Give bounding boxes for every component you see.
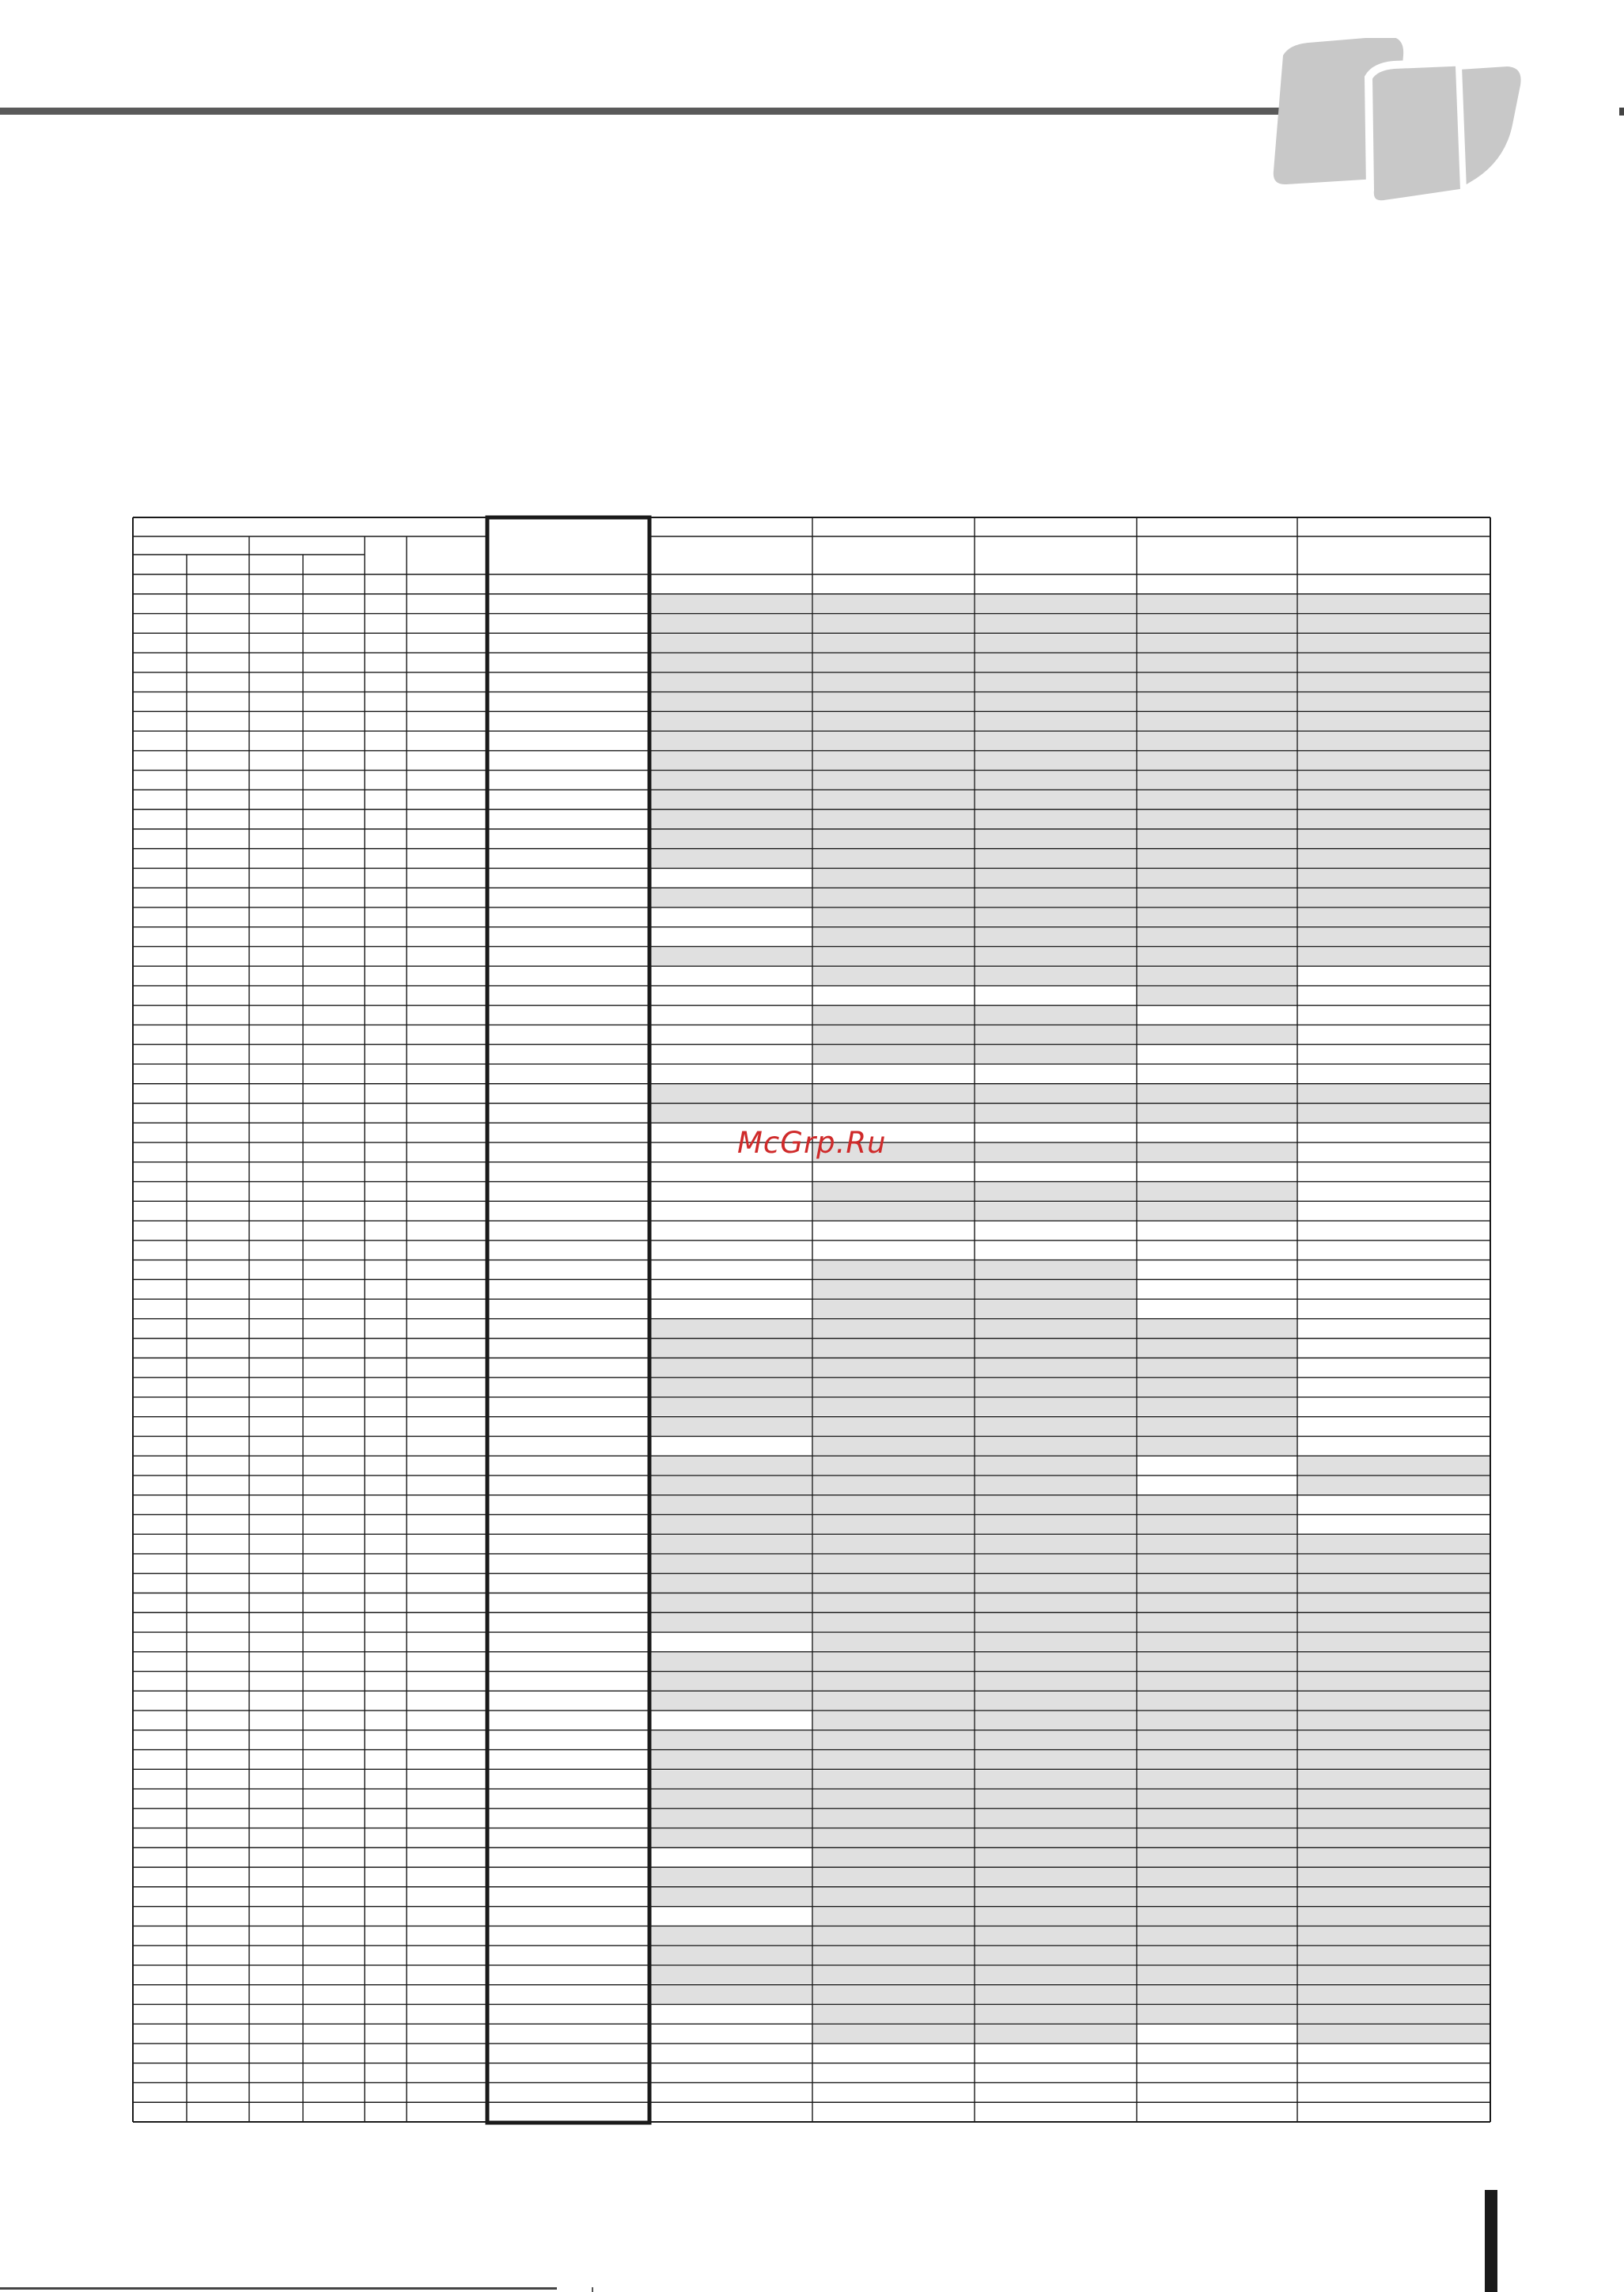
watermark: McGrp.Ru — [737, 1126, 887, 1160]
shaded-cell — [813, 1476, 974, 1495]
shaded-cell — [975, 1104, 1136, 1123]
shaded-cell — [813, 1926, 974, 1945]
shaded-cell — [813, 1261, 974, 1279]
shaded-cell — [652, 1593, 812, 1612]
shaded-cell — [652, 810, 812, 828]
shaded-cell — [1138, 1143, 1297, 1161]
shaded-cell — [813, 850, 974, 868]
shaded-cell — [975, 947, 1136, 965]
shaded-cell — [652, 732, 812, 750]
shaded-cell — [1298, 615, 1490, 633]
shaded-cell — [813, 1966, 974, 1984]
shaded-cell — [813, 1692, 974, 1710]
shaded-cell — [1298, 595, 1490, 613]
shaded-cell — [975, 888, 1136, 907]
shaded-cell — [1138, 1946, 1297, 1964]
shaded-cell — [652, 1378, 812, 1396]
shaded-cell — [975, 1966, 1136, 1984]
shaded-cell — [975, 654, 1136, 672]
shaded-cell — [813, 908, 974, 926]
shaded-cell — [1298, 1633, 1490, 1651]
shaded-cell — [652, 1515, 812, 1533]
shaded-cell — [652, 1418, 812, 1436]
shaded-cell — [813, 1868, 974, 1886]
shaded-cell — [813, 1731, 974, 1749]
shaded-cell — [1138, 1183, 1297, 1201]
shaded-cell — [1138, 1535, 1297, 1553]
shaded-cell — [1138, 1202, 1297, 1220]
shaded-cell — [1298, 810, 1490, 828]
shaded-cell — [1298, 1476, 1490, 1495]
shaded-cell — [652, 1496, 812, 1514]
shaded-cell — [975, 1770, 1136, 1788]
shaded-cell — [975, 810, 1136, 828]
shaded-cell — [652, 888, 812, 907]
shaded-cell — [652, 673, 812, 691]
shaded-cell — [975, 752, 1136, 770]
shaded-cell — [813, 830, 974, 848]
shaded-cell — [813, 752, 974, 770]
shaded-cell — [1298, 1888, 1490, 1906]
shaded-cell — [652, 790, 812, 809]
shaded-cell — [813, 1633, 974, 1651]
shaded-cell — [975, 2005, 1136, 2023]
shaded-cell — [813, 1378, 974, 1396]
shaded-cell — [975, 1613, 1136, 1631]
shaded-cell — [1138, 1025, 1297, 1044]
shaded-cell — [975, 1673, 1136, 1691]
shaded-cell — [813, 1104, 974, 1123]
shaded-cell — [975, 850, 1136, 868]
shaded-cell — [1138, 1907, 1297, 1926]
shaded-cell — [975, 615, 1136, 633]
shaded-cell — [813, 2005, 974, 2023]
shaded-cell — [1298, 1868, 1490, 1886]
shaded-cell — [975, 908, 1136, 926]
shaded-cell — [813, 1398, 974, 1416]
shaded-cell — [1138, 1711, 1297, 1729]
shaded-cell — [813, 1085, 974, 1103]
shaded-cell — [652, 595, 812, 613]
shaded-cell — [652, 1339, 812, 1358]
shaded-cell — [1138, 1868, 1297, 1886]
shaded-cell — [1298, 1673, 1490, 1691]
shaded-cell — [813, 1574, 974, 1593]
shaded-cell — [1138, 1888, 1297, 1906]
shaded-cell — [813, 1045, 974, 1063]
shaded-cell — [813, 1202, 974, 1220]
shaded-cell — [813, 615, 974, 633]
shaded-cell — [652, 712, 812, 730]
shaded-cell — [813, 1457, 974, 1475]
shaded-cell — [1138, 1633, 1297, 1651]
shaded-cell — [1138, 1515, 1297, 1533]
shaded-cell — [1138, 947, 1297, 965]
shaded-cell — [1138, 830, 1297, 848]
shaded-cell — [652, 1574, 812, 1593]
shaded-cell — [1298, 1104, 1490, 1123]
shaded-cell — [652, 1555, 812, 1573]
shaded-cell — [813, 1770, 974, 1788]
shaded-cell — [652, 693, 812, 711]
shaded-cell — [652, 850, 812, 868]
shaded-cell — [975, 1378, 1136, 1396]
shaded-cell — [1138, 908, 1297, 926]
footer-rule — [0, 2287, 557, 2290]
shaded-cell — [652, 752, 812, 770]
shaded-cell — [813, 1300, 974, 1318]
shaded-cell — [1298, 1946, 1490, 1964]
shaded-cell — [813, 2025, 974, 2043]
shaded-cell — [813, 1418, 974, 1436]
shaded-cell — [975, 1515, 1136, 1533]
shaded-cell — [813, 790, 974, 809]
shaded-cell — [1298, 1692, 1490, 1710]
shaded-cell — [1138, 1339, 1297, 1358]
shaded-cell — [1138, 1496, 1297, 1514]
shaded-cell — [1298, 850, 1490, 868]
shaded-cell — [1298, 830, 1490, 848]
shaded-cell — [1138, 967, 1297, 985]
shaded-cell — [975, 1731, 1136, 1749]
shaded-cell — [975, 634, 1136, 652]
shaded-cell — [975, 1025, 1136, 1044]
shaded-cell — [975, 693, 1136, 711]
shaded-cell — [975, 1692, 1136, 1710]
shaded-cell — [652, 615, 812, 633]
shaded-cell — [1138, 869, 1297, 887]
shaded-cell — [975, 1848, 1136, 1866]
shaded-cell — [813, 693, 974, 711]
shaded-cell — [975, 1888, 1136, 1906]
shaded-cell — [1298, 1731, 1490, 1749]
shaded-cell — [813, 1496, 974, 1514]
shaded-cell — [975, 1437, 1136, 1455]
shaded-cell — [652, 1946, 812, 1964]
shaded-cell — [652, 1613, 812, 1631]
shaded-cell — [1298, 1457, 1490, 1475]
shaded-cell — [1298, 888, 1490, 907]
shaded-cell — [975, 869, 1136, 887]
shaded-cell — [1138, 1358, 1297, 1377]
shaded-cell — [652, 1398, 812, 1416]
shaded-cell — [975, 1907, 1136, 1926]
shaded-cell — [1298, 1535, 1490, 1553]
shaded-cell — [1138, 752, 1297, 770]
shaded-cell — [813, 1986, 974, 2004]
shaded-cell — [652, 1966, 812, 1984]
shaded-cell — [975, 1085, 1136, 1103]
shaded-cell — [652, 947, 812, 965]
shaded-cell — [975, 1986, 1136, 2004]
shaded-cell — [975, 732, 1136, 750]
shaded-cell — [975, 1946, 1136, 1964]
shaded-cell — [1138, 1653, 1297, 1671]
shaded-cell — [1138, 2005, 1297, 2023]
shaded-cell — [1138, 1673, 1297, 1691]
shaded-cell — [975, 1790, 1136, 1808]
highlight-column-frame — [487, 517, 649, 2123]
shaded-cell — [1298, 1751, 1490, 1769]
shaded-cell — [1138, 1966, 1297, 1984]
shaded-cell — [1298, 693, 1490, 711]
shaded-cell — [975, 1261, 1136, 1279]
shaded-cell — [1138, 1398, 1297, 1416]
shaded-cell — [975, 1751, 1136, 1769]
shaded-cell — [813, 654, 974, 672]
shaded-cell — [813, 771, 974, 790]
page-thumb-tab — [1485, 2190, 1497, 2292]
shaded-cell — [1298, 1085, 1490, 1103]
shaded-cell — [813, 1829, 974, 1847]
shaded-cell — [1138, 1692, 1297, 1710]
shaded-cell — [652, 1358, 812, 1377]
shaded-cell — [813, 869, 974, 887]
shaded-cell — [652, 1751, 812, 1769]
shaded-cell — [813, 888, 974, 907]
shaded-cell — [1298, 1770, 1490, 1788]
shaded-cell — [1138, 1593, 1297, 1612]
shaded-cell — [1298, 947, 1490, 965]
shaded-cell — [652, 1770, 812, 1788]
shaded-cell — [1138, 888, 1297, 907]
shaded-cell — [1138, 1829, 1297, 1847]
shaded-cell — [813, 967, 974, 985]
shaded-cell — [975, 1926, 1136, 1945]
shaded-cell — [975, 928, 1136, 946]
shaded-cell — [813, 1790, 974, 1808]
shaded-cell — [1298, 1711, 1490, 1729]
shaded-cell — [813, 1280, 974, 1298]
shaded-cell — [813, 1006, 974, 1025]
shaded-cell — [975, 1300, 1136, 1318]
shaded-cell — [1138, 1770, 1297, 1788]
shaded-cell — [975, 771, 1136, 790]
shaded-cell — [652, 1692, 812, 1710]
shaded-cell — [1138, 1731, 1297, 1749]
shaded-cell — [1298, 634, 1490, 652]
shaded-cell — [1138, 634, 1297, 652]
shaded-cell — [1138, 1574, 1297, 1593]
shaded-cell — [1138, 1809, 1297, 1828]
shaded-cell — [975, 1829, 1136, 1847]
shaded-cell — [975, 1398, 1136, 1416]
shaded-cell — [813, 673, 974, 691]
shaded-cell — [1298, 1986, 1490, 2004]
shaded-cell — [975, 1535, 1136, 1553]
shaded-cell — [975, 1418, 1136, 1436]
shaded-cell — [975, 1555, 1136, 1573]
shaded-cell — [975, 1358, 1136, 1377]
shaded-cell — [975, 830, 1136, 848]
shaded-cell — [652, 1320, 812, 1338]
shaded-cell — [1138, 693, 1297, 711]
footer-tick — [592, 2287, 593, 2292]
shaded-cell — [1298, 752, 1490, 770]
shaded-cell — [813, 1593, 974, 1612]
shaded-cell — [813, 634, 974, 652]
shaded-cell — [813, 1535, 974, 1553]
shaded-cell — [975, 1339, 1136, 1358]
shaded-cell — [813, 1907, 974, 1926]
shaded-cell — [1138, 595, 1297, 613]
shaded-cell — [813, 928, 974, 946]
shaded-cell — [1138, 771, 1297, 790]
shaded-cell — [1138, 1986, 1297, 2004]
shaded-cell — [813, 1613, 974, 1631]
shaded-cell — [975, 1711, 1136, 1729]
shaded-cell — [1138, 1790, 1297, 1808]
shaded-cell — [1298, 1613, 1490, 1631]
shaded-cell — [813, 1183, 974, 1201]
shaded-cell — [1138, 673, 1297, 691]
shaded-cell — [1298, 869, 1490, 887]
shaded-cell — [1298, 1848, 1490, 1866]
shaded-cell — [975, 595, 1136, 613]
shaded-cell — [975, 673, 1136, 691]
shaded-cell — [652, 1809, 812, 1828]
shaded-cell — [1138, 1320, 1297, 1338]
shaded-cell — [652, 1535, 812, 1553]
shaded-cell — [813, 1358, 974, 1377]
shaded-cell — [652, 830, 812, 848]
shaded-cell — [1298, 1809, 1490, 1828]
shaded-cell — [975, 967, 1136, 985]
shaded-cell — [813, 1320, 974, 1338]
shaded-cell — [975, 1476, 1136, 1495]
shaded-cell — [975, 1045, 1136, 1063]
shaded-cell — [1298, 928, 1490, 946]
shaded-cell — [652, 1476, 812, 1495]
shaded-cell — [975, 2025, 1136, 2043]
shaded-cell — [1298, 2005, 1490, 2023]
shaded-cell — [652, 1790, 812, 1808]
shaded-cell — [813, 1555, 974, 1573]
shaded-cell — [652, 1104, 812, 1123]
shaded-cell — [652, 1926, 812, 1945]
shaded-cell — [652, 634, 812, 652]
shaded-cell — [813, 712, 974, 730]
shaded-cell — [1138, 850, 1297, 868]
shaded-cell — [813, 1515, 974, 1533]
shaded-cell — [975, 1809, 1136, 1828]
shaded-cell — [1298, 1829, 1490, 1847]
shaded-cell — [975, 1633, 1136, 1651]
shaded-cell — [1138, 1751, 1297, 1769]
shaded-cell — [975, 1653, 1136, 1671]
shaded-cell — [813, 1888, 974, 1906]
shaded-cell — [975, 1593, 1136, 1612]
shaded-cell — [1138, 732, 1297, 750]
shaded-cell — [1298, 771, 1490, 790]
shaded-cell — [975, 1006, 1136, 1025]
shaded-cell — [1298, 1907, 1490, 1926]
shaded-cell — [652, 1829, 812, 1847]
shaded-cell — [1138, 1613, 1297, 1631]
shaded-cell — [1138, 615, 1297, 633]
shaded-cell — [813, 1673, 974, 1691]
shaded-cell — [813, 1848, 974, 1866]
shaded-cell — [652, 1457, 812, 1475]
shaded-cell — [975, 1202, 1136, 1220]
shaded-cell — [975, 790, 1136, 809]
shaded-cell — [1138, 1418, 1297, 1436]
shaded-cell — [1138, 1555, 1297, 1573]
shaded-cell — [813, 595, 974, 613]
shaded-cell — [975, 1496, 1136, 1514]
shaded-cell — [1138, 928, 1297, 946]
shaded-cell — [1138, 654, 1297, 672]
shaded-cell — [813, 1809, 974, 1828]
shaded-cell — [813, 1946, 974, 1964]
shaded-cell — [1298, 790, 1490, 809]
shaded-cell — [1298, 712, 1490, 730]
shaded-cell — [975, 1868, 1136, 1886]
shaded-cell — [1298, 908, 1490, 926]
shaded-cell — [813, 1025, 974, 1044]
shaded-cell — [1138, 810, 1297, 828]
shaded-cell — [652, 771, 812, 790]
shaded-cell — [652, 1673, 812, 1691]
shaded-cell — [1298, 654, 1490, 672]
shaded-cell — [1298, 1593, 1490, 1612]
shaded-cell — [975, 712, 1136, 730]
shaded-cell — [652, 1085, 812, 1103]
shaded-cell — [1298, 1926, 1490, 1945]
shaded-cell — [1298, 1574, 1490, 1593]
shaded-cell — [1138, 1848, 1297, 1866]
shaded-cell — [1138, 1378, 1297, 1396]
shaded-cell — [652, 1986, 812, 2004]
shaded-cell — [1138, 1437, 1297, 1455]
shaded-cell — [813, 1339, 974, 1358]
shaded-cell — [652, 1888, 812, 1906]
shaded-cell — [813, 810, 974, 828]
shaded-cell — [975, 1183, 1136, 1201]
shaded-cell — [1298, 1790, 1490, 1808]
shaded-cell — [975, 1280, 1136, 1298]
shaded-cell — [1138, 790, 1297, 809]
shaded-cell — [1298, 1653, 1490, 1671]
shaded-cell — [813, 1751, 974, 1769]
shaded-cell — [1138, 1104, 1297, 1123]
shaded-cell — [813, 732, 974, 750]
shaded-cell — [652, 1731, 812, 1749]
shaded-cell — [975, 1457, 1136, 1475]
shaded-cell — [813, 1653, 974, 1671]
shaded-cell — [1138, 987, 1297, 1005]
shaded-cell — [652, 1868, 812, 1886]
shaded-cell — [1138, 712, 1297, 730]
shaded-cell — [1138, 1085, 1297, 1103]
shaded-cell — [1298, 2025, 1490, 2043]
shaded-cell — [652, 1653, 812, 1671]
shaded-cell — [813, 1711, 974, 1729]
shaded-cell — [813, 1437, 974, 1455]
shaded-cell — [652, 654, 812, 672]
shaded-cell — [1298, 1555, 1490, 1573]
shaded-cell — [1138, 1926, 1297, 1945]
shaded-cell — [975, 1574, 1136, 1593]
shaded-cell — [975, 1320, 1136, 1338]
shaded-cell — [1298, 732, 1490, 750]
shaded-cell — [975, 1143, 1136, 1161]
shaded-cell — [1298, 673, 1490, 691]
shaded-cell — [1298, 1966, 1490, 1984]
shaded-cell — [813, 947, 974, 965]
